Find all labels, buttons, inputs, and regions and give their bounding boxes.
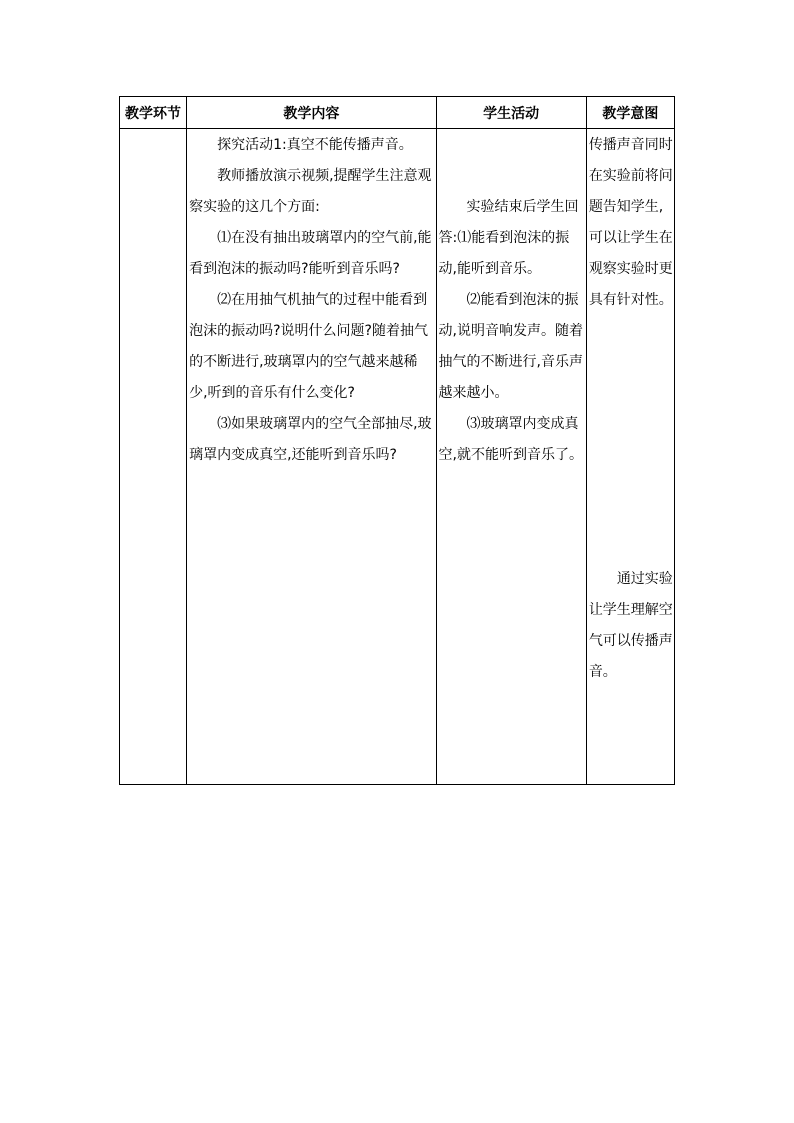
activity-paragraph: 实验结束后学生回答:⑴能看到泡沫的振动,能听到音乐。 — [438, 199, 579, 277]
header-content: 教学内容 — [187, 97, 436, 129]
content-paragraph: ⑵在用抽气机抽气的过程中能看到泡沫的振动吗?说明什么问题?随着抽气的不断进行,玻璃罩内的空气越来越稀少,听到的音乐有什么变化? — [189, 292, 428, 401]
lesson-plan-table — [119, 96, 675, 785]
stage-text — [120, 129, 186, 130]
header-stage: 教学环节 — [120, 97, 187, 129]
student-activity-cell — [436, 129, 586, 785]
content-paragraph: 探究活动1:真空不能传播声音。 — [217, 137, 413, 153]
activity-paragraph: ⑶玻璃罩内变成真空,就不能听到音乐了。 — [438, 416, 583, 463]
table-header-row — [120, 97, 675, 129]
intent-cell — [586, 129, 674, 785]
content-paragraph: 教师播放演示视频,提醒学生注意观察实验的这几个方面: — [189, 168, 432, 215]
activity-paragraph: ⑵能看到泡沫的振动,说明音响发声。随着抽气的不断进行,音乐声越来越小。 — [438, 292, 583, 401]
header-student-activity: 学生活动 — [436, 97, 586, 129]
content-paragraph: ⑴在没有抽出玻璃罩内的空气前,能看到泡沫的振动吗?能听到音乐吗? — [189, 230, 432, 277]
intent-paragraph: 传播声音同时在实验前将问题告知学生,可以让学生在观察实验时更具有针对性。 — [588, 137, 673, 308]
content-paragraph: ⑶如果玻璃罩内的空气全部抽尽,玻璃罩内变成真空,还能听到音乐吗? — [189, 416, 432, 463]
stage-cell — [120, 129, 187, 785]
header-intent: 教学意图 — [586, 97, 674, 129]
table-row — [120, 129, 675, 785]
content-cell — [187, 129, 436, 785]
intent-paragraph: 通过实验让学生理解空气可以传播声音。 — [588, 571, 673, 680]
